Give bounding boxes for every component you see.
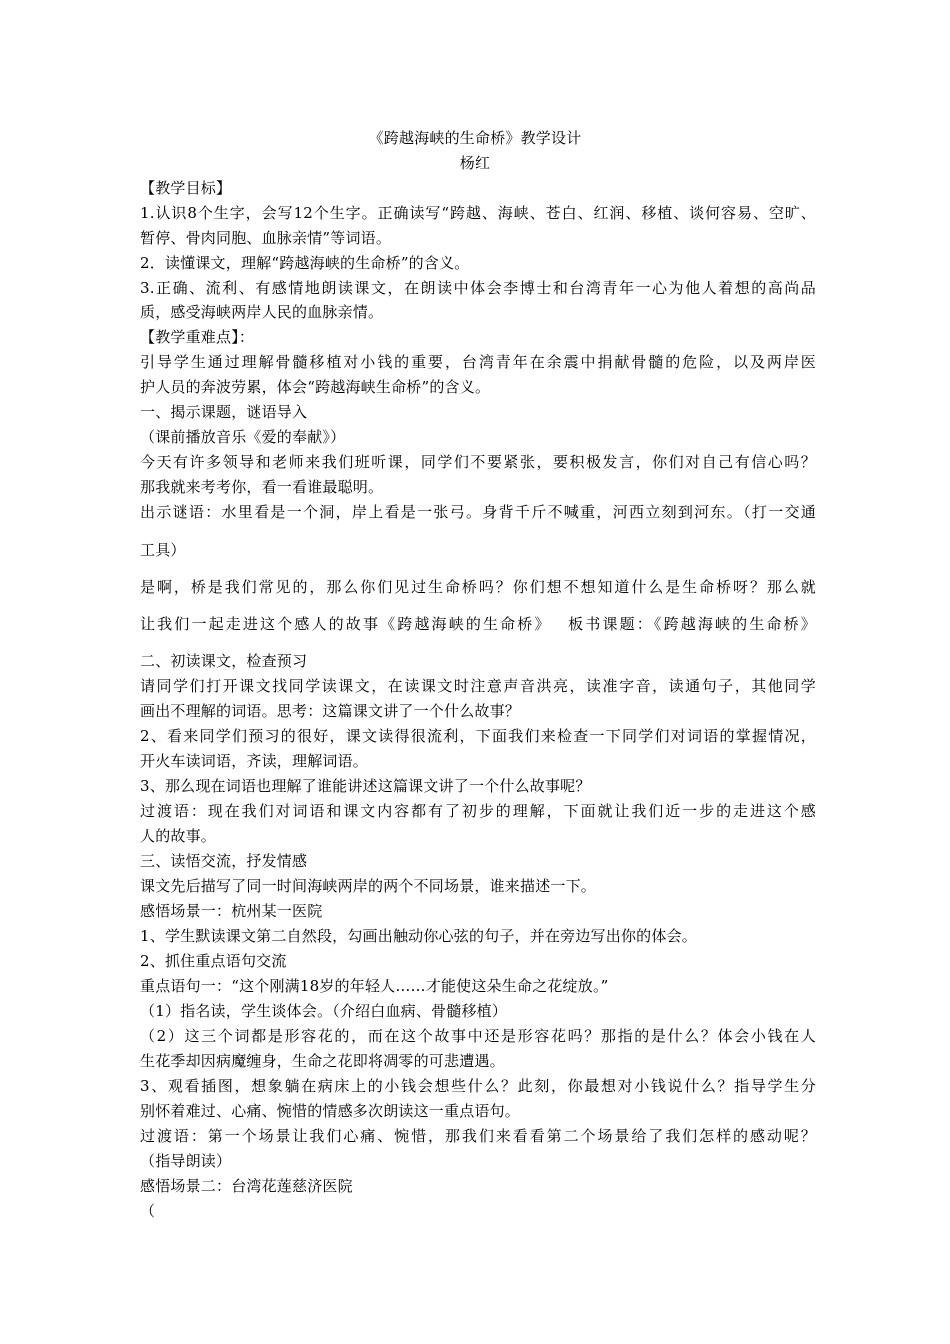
paragraph-line: 2、看来同学们预习的很好，课文读得很流利，下面我们来检查一下同学们对词语的掌握情况， bbox=[140, 727, 816, 745]
paragraph-line: 3、那么现在词语也理解了谁能讲述这篇课文讲了一个什么故事呢？ bbox=[140, 777, 591, 795]
paragraph-line: 生花季却因病魔缠身，生命之花即将凋零的可悲遭遇。 bbox=[140, 1052, 505, 1070]
paragraph-line: 2、抓住重点语句交流 bbox=[140, 952, 287, 970]
paragraph-line: （课前播放音乐《爱的奉献》） bbox=[140, 428, 346, 446]
paragraph-line: 感悟场景一：杭州某一医院 bbox=[140, 902, 323, 920]
paragraph-line: 别怀着难过、心痛、惋惜的情感多次朗读这一重点语句。 bbox=[140, 1102, 521, 1120]
document-title: 《跨越海峡的生命桥》教学设计 bbox=[368, 129, 582, 147]
paragraph-line: 1、学生默读课文第二自然段，勾画出触动你心弦的句子，并在旁边写出你的体会。 bbox=[140, 927, 697, 945]
paragraph-line: 今天有许多领导和老师来我们班听课，同学们不要紧张，要积极发言，你们对自己有信心吗？ bbox=[140, 453, 816, 471]
paragraph-line: 开火车读词语，齐读，理解词语。 bbox=[140, 752, 369, 770]
paragraph-line: 工具） bbox=[140, 541, 186, 559]
paragraph-line: 人的故事。 bbox=[140, 827, 217, 845]
paragraph-line: （ bbox=[140, 1202, 156, 1220]
paragraph-line: 暂停、骨肉同胞、血脉亲情”等词语。 bbox=[140, 229, 392, 247]
section-heading: 三、读悟交流，抒发情感 bbox=[140, 852, 308, 870]
paragraph-line: 那我就来考考你，看一看谁最聪明。 bbox=[140, 478, 384, 496]
paragraph-line: 画出不理解的词语。思考：这篇课文讲了一个什么故事？ bbox=[140, 702, 521, 720]
paragraph-line: 3.正确、流利、有感情地朗读课文，在朗读中体会李博士和台湾青年一心为他人着想的高尚品 bbox=[140, 279, 816, 297]
paragraph-line: 过渡语：现在我们对词语和课文内容都有了初步的理解，下面就让我们近一步的走进这个感 bbox=[140, 802, 816, 820]
section-heading: 【教学目标】 bbox=[140, 179, 232, 197]
paragraph-line: 1.认识8个生字，会写12个生字。正确读写“跨越、海峡、苍白、红润、移植、谈何容易、空旷、 bbox=[140, 204, 816, 222]
paragraph-line: 重点语句一：“这个刚满18岁的年轻人……才能使这朵生命之花绽放。” bbox=[140, 977, 609, 995]
paragraph-line: （指导朗读） bbox=[140, 1152, 232, 1170]
paragraph-line: 出示谜语：水里看是一个洞，岸上看是一张弓。身背千斤不喊重，河西立刻到河东。（打一交通 bbox=[140, 503, 816, 521]
paragraph-line: 过渡语：第一个场景让我们心痛、惋惜，那我们来看看第二个场景给了我们怎样的感动呢？ bbox=[140, 1127, 816, 1145]
paragraph-line: 是啊，桥是我们常见的，那么你们见过生命桥吗？你们想不想知道什么是生命桥呀？那么就 bbox=[140, 578, 816, 596]
paragraph-line: 感悟场景二：台湾花莲慈济医院 bbox=[140, 1177, 353, 1195]
paragraph-line: 课文先后描写了同一时间海峡两岸的两个不同场景，谁来描述一下。 bbox=[140, 877, 597, 895]
paragraph-line: 请同学们打开课文找同学读课文，在读课文时注意声音洪亮，读准字音，读通句子，其他同学 bbox=[140, 677, 816, 695]
paragraph-line: 2．读懂课文，理解“跨越海峡的生命桥”的含义。 bbox=[140, 254, 470, 272]
section-heading: 【教学重难点】： bbox=[140, 328, 255, 346]
section-heading: 一、揭示课题，谜语导入 bbox=[140, 403, 308, 421]
paragraph-line: 引导学生通过理解骨髓移植对小钱的重要，台湾青年在余震中捐献骨髓的危险，以及两岸医 bbox=[140, 353, 816, 371]
paragraph-line: 护人员的奔波劳累，体会“跨越海峡生命桥”的含义。 bbox=[140, 378, 491, 396]
paragraph-line: 质，感受海峡两岸人民的血脉亲情。 bbox=[140, 303, 384, 321]
section-heading: 二、初读课文，检查预习 bbox=[140, 652, 308, 670]
paragraph-line: （2）这三个词都是形容花的，而在这个故事中还是形容花吗？那指的是什么？体会小钱在人 bbox=[140, 1027, 816, 1045]
paragraph-line: （1）指名读，学生谈体会。（介绍白血病、骨髓移植） bbox=[140, 1002, 508, 1020]
paragraph-line: 让我们一起走进这个感人的故事《跨越海峡的生命桥》 板书课题：《跨越海峡的生命桥》 bbox=[140, 615, 816, 633]
paragraph-line: 3、观看插图，想象躺在病床上的小钱会想些什么？此刻，你最想对小钱说什么？指导学生分 bbox=[140, 1077, 816, 1095]
document-author: 杨红 bbox=[459, 154, 491, 172]
